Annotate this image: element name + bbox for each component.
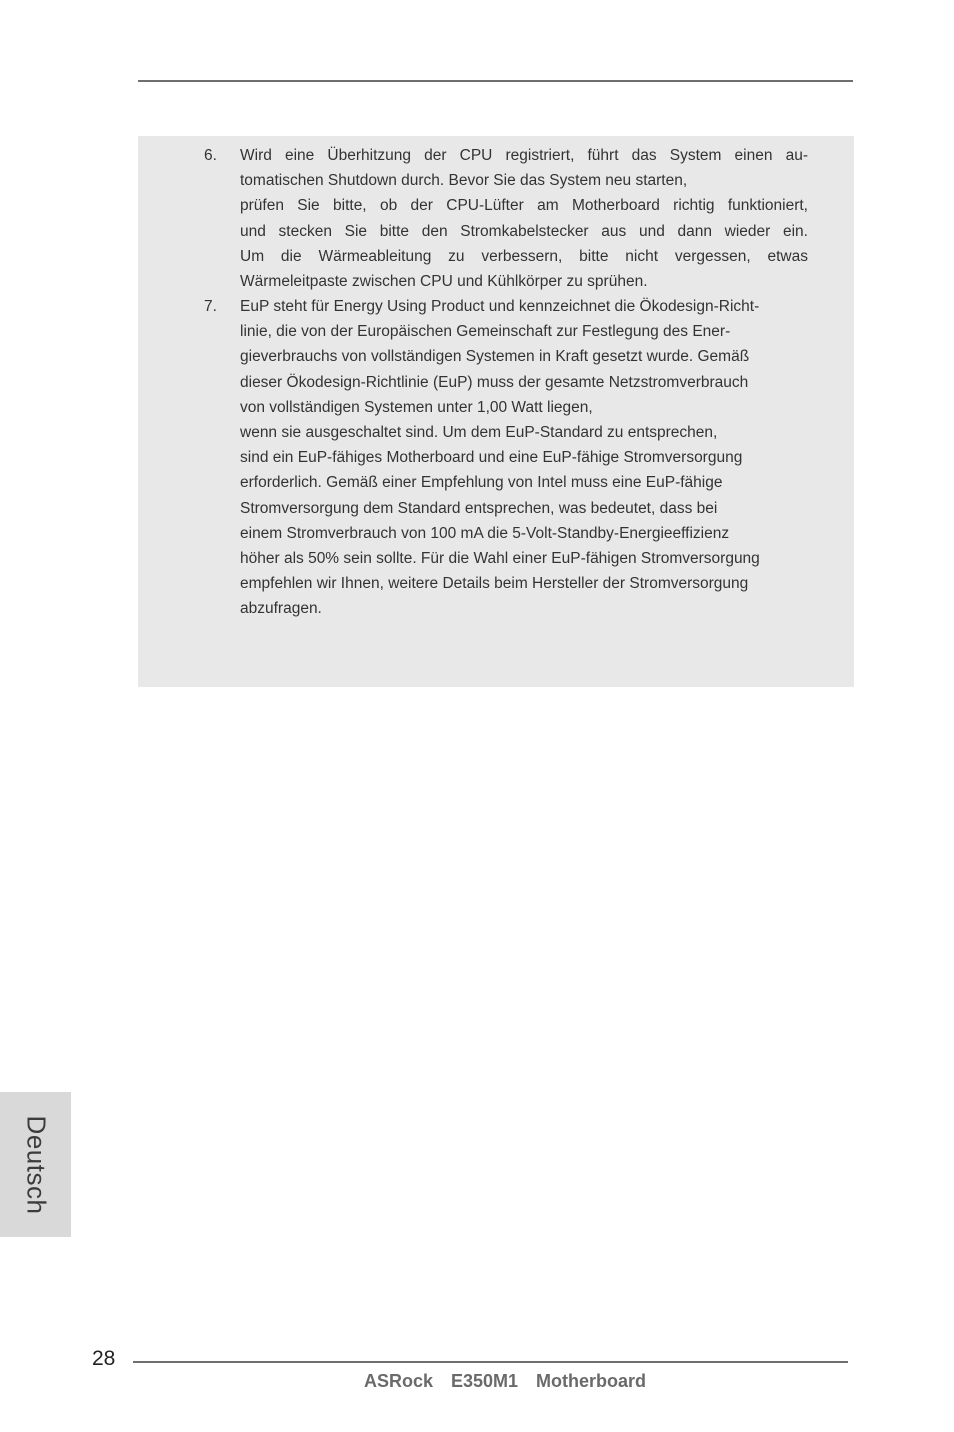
note-line: erforderlich. Gemäß einer Empfehlung von Intel muss eine EuP-fähige	[240, 474, 723, 492]
footer-rule	[133, 1361, 848, 1363]
note-line: gieverbrauchs von vollständigen Systemen in Kraft gesetzt wurde. Gemäß	[240, 348, 750, 366]
note-line: und stecken Sie bitte den Stromkabelstecker aus und dann wieder ein.	[240, 222, 808, 240]
note-line: Wärmeleitpaste zwischen CPU und Kühlkörper zu sprühen.	[240, 272, 648, 290]
note-line: Wird eine Überhitzung der CPU registriert, führt das System einen au-	[240, 147, 808, 164]
footer-title: ASRock E350M1 Motherboard	[363, 1371, 647, 1391]
note-line: einem Stromverbrauch von 100 mA die 5-Volt-Standby-Energieeffizienz	[240, 524, 730, 542]
note-line: höher als 50% sein sollte. Für die Wahl einer EuP-fähigen Stromversorgung	[240, 549, 760, 567]
note-line: EuP steht für Energy Using Product und kennzeichnet die Ökodesign-Richt-	[240, 298, 760, 315]
note-text	[240, 143, 808, 294]
note-number: 7.	[204, 298, 217, 315]
note-line: tomatischen Shutdown durch. Bevor Sie das System neu starten,	[240, 172, 688, 190]
note-text	[240, 294, 808, 621]
page-number: 28	[92, 1347, 116, 1370]
header-rule	[138, 80, 853, 82]
note-line: wenn sie ausgeschaltet sind. Um dem EuP-Standard zu entsprechen,	[240, 423, 718, 441]
note-line: linie, die von der Europäischen Gemeinschaft zur Festlegung des Ener-	[240, 323, 731, 341]
language-tab	[0, 1092, 71, 1237]
note-line: Stromversorgung dem Standard entsprechen, was bedeutet, dass bei	[240, 499, 718, 517]
note-line: prüfen Sie bitte, ob der CPU-Lüfter am Motherboard richtig funktioniert,	[240, 197, 808, 215]
note-line: von vollständigen Systemen unter 1,00 Watt liegen,	[240, 398, 593, 416]
notes-box	[138, 136, 854, 687]
note-line: empfehlen wir Ihnen, weitere Details beim Hersteller der Stromversorgung	[240, 575, 749, 593]
note-number: 6.	[204, 147, 217, 164]
note-line: sind ein EuP-fähiges Motherboard und eine EuP-fähige Stromversorgung	[240, 449, 743, 467]
note-line: Um die Wärmeableitung zu verbessern, bitte nicht vergessen, etwas	[240, 247, 808, 265]
language-tab-label: Deutsch	[21, 1115, 51, 1214]
note-line: abzufragen.	[240, 600, 322, 618]
note-line: dieser Ökodesign-Richtlinie (EuP) muss der gesamte Netzstromverbrauch	[240, 373, 749, 391]
